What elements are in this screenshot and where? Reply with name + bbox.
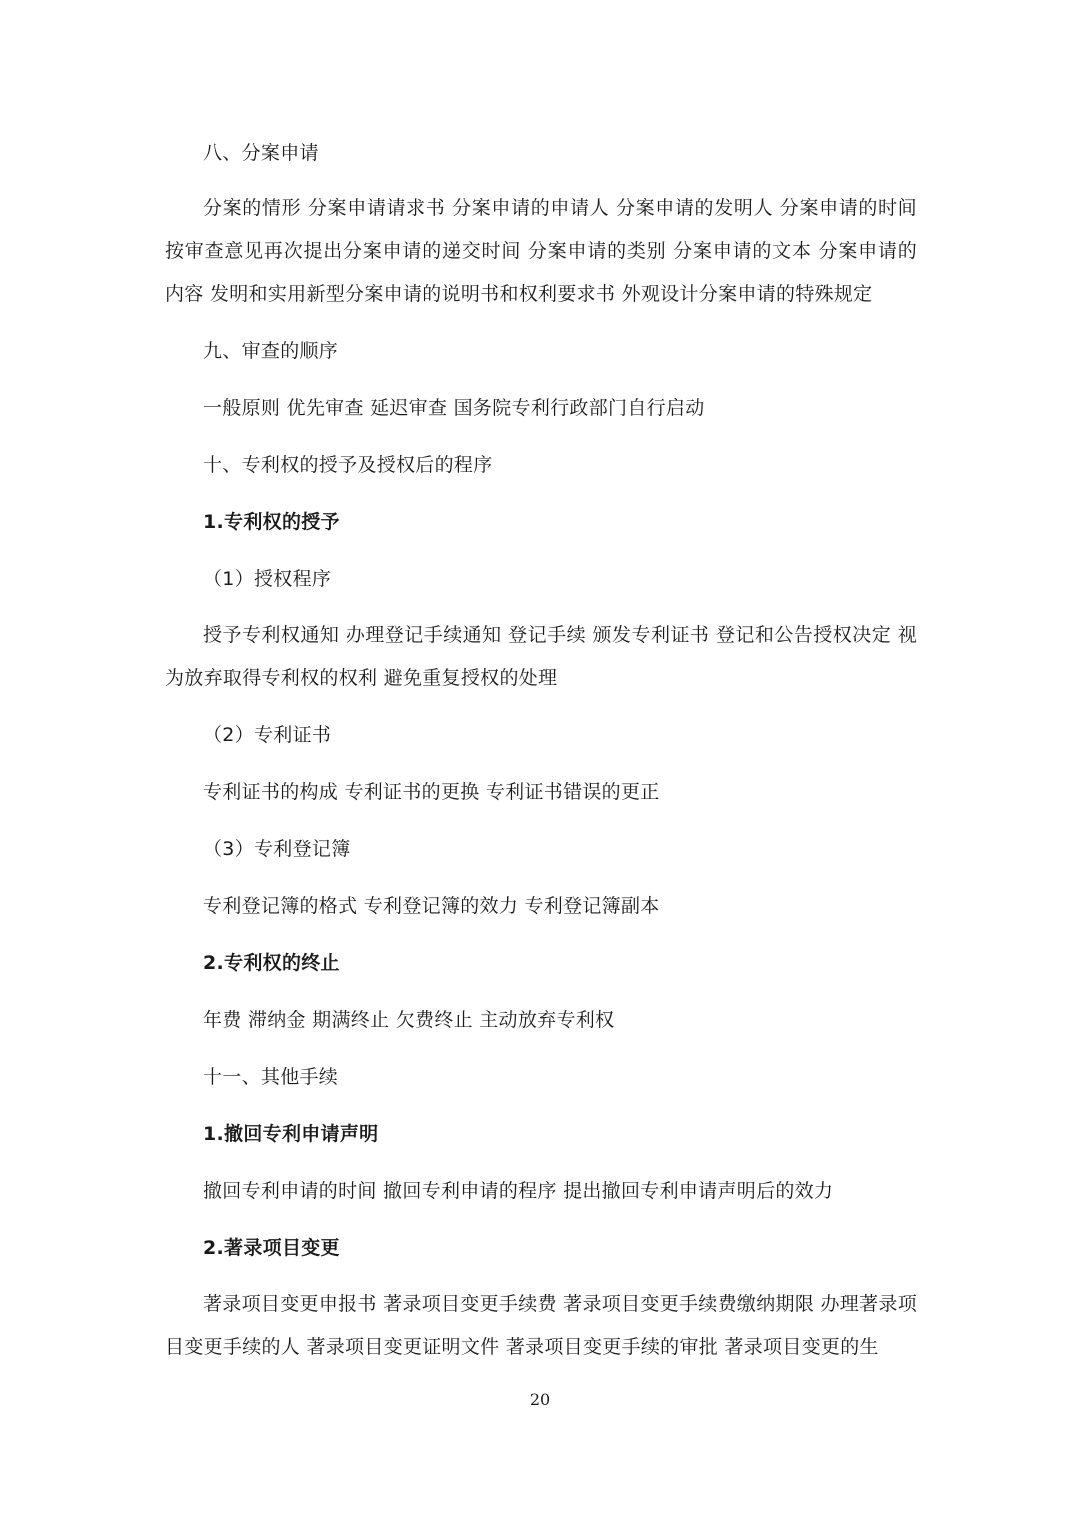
- subsection-heading-10-2: 2.专利权的终止: [203, 952, 340, 974]
- section-body-9: 一般原则 优先审查 延迟审查 国务院专利行政部门自行启动: [203, 397, 705, 419]
- subsection-heading-10-1-2: （2）专利证书: [203, 724, 332, 746]
- subsection-heading-10-1-3: （3）专利登记簿: [203, 838, 351, 860]
- section-heading-9: 九、审查的顺序: [203, 340, 339, 362]
- subsection-body-11-2: 著录项目变更申报书 著录项目变更手续费 著录项目变更手续费缴纳期限 办理著录项目变更手续的人 著录项目变更证明文件 著录项目变更手续的审批 著录项目变更的生: [165, 1293, 917, 1358]
- subsection-body-10-1-3: 专利登记簿的格式 专利登记簿的效力 专利登记簿副本: [203, 895, 660, 917]
- section-body-8: 分案的情形 分案申请请求书 分案申请的申请人 分案申请的发明人 分案申请的时间 按审查意见再次提出分案申请的递交时间 分案申请的类别 分案申请的文本 分案申请的内容 发明和实用新型分案申请的说明书和权利要求书 外观设计分案申请的特殊规定: [165, 197, 917, 305]
- subsection-heading-10-1: 1.专利权的授予: [203, 511, 340, 533]
- subsection-body-11-1: 撤回专利申请的时间 撤回专利申请的程序 提出撤回专利申请声明后的效力: [203, 1180, 834, 1202]
- subsection-heading-11-1: 1.撤回专利申请声明: [203, 1123, 379, 1145]
- subsection-body-10-2: 年费 滞纳金 期满终止 欠费终止 主动放弃专利权: [203, 1009, 615, 1031]
- section-heading-10: 十、专利权的授予及授权后的程序: [203, 454, 493, 476]
- subsection-body-10-1-2: 专利证书的构成 专利证书的更换 专利证书错误的更正: [203, 781, 660, 803]
- subsection-heading-10-1-1: （1）授权程序: [203, 568, 332, 590]
- subsection-body-10-1-1: 授予专利权通知 办理登记手续通知 登记手续 颁发专利证书 登记和公告授权决定 视为放弃取得专利权的权利 避免重复授权的处理: [165, 624, 917, 689]
- section-heading-11: 十一、其他手续: [203, 1066, 339, 1088]
- section-heading-8: 八、分案申请: [203, 142, 319, 164]
- subsection-heading-11-2: 2.著录项目变更: [203, 1237, 340, 1259]
- page-number: 20: [529, 1390, 551, 1409]
